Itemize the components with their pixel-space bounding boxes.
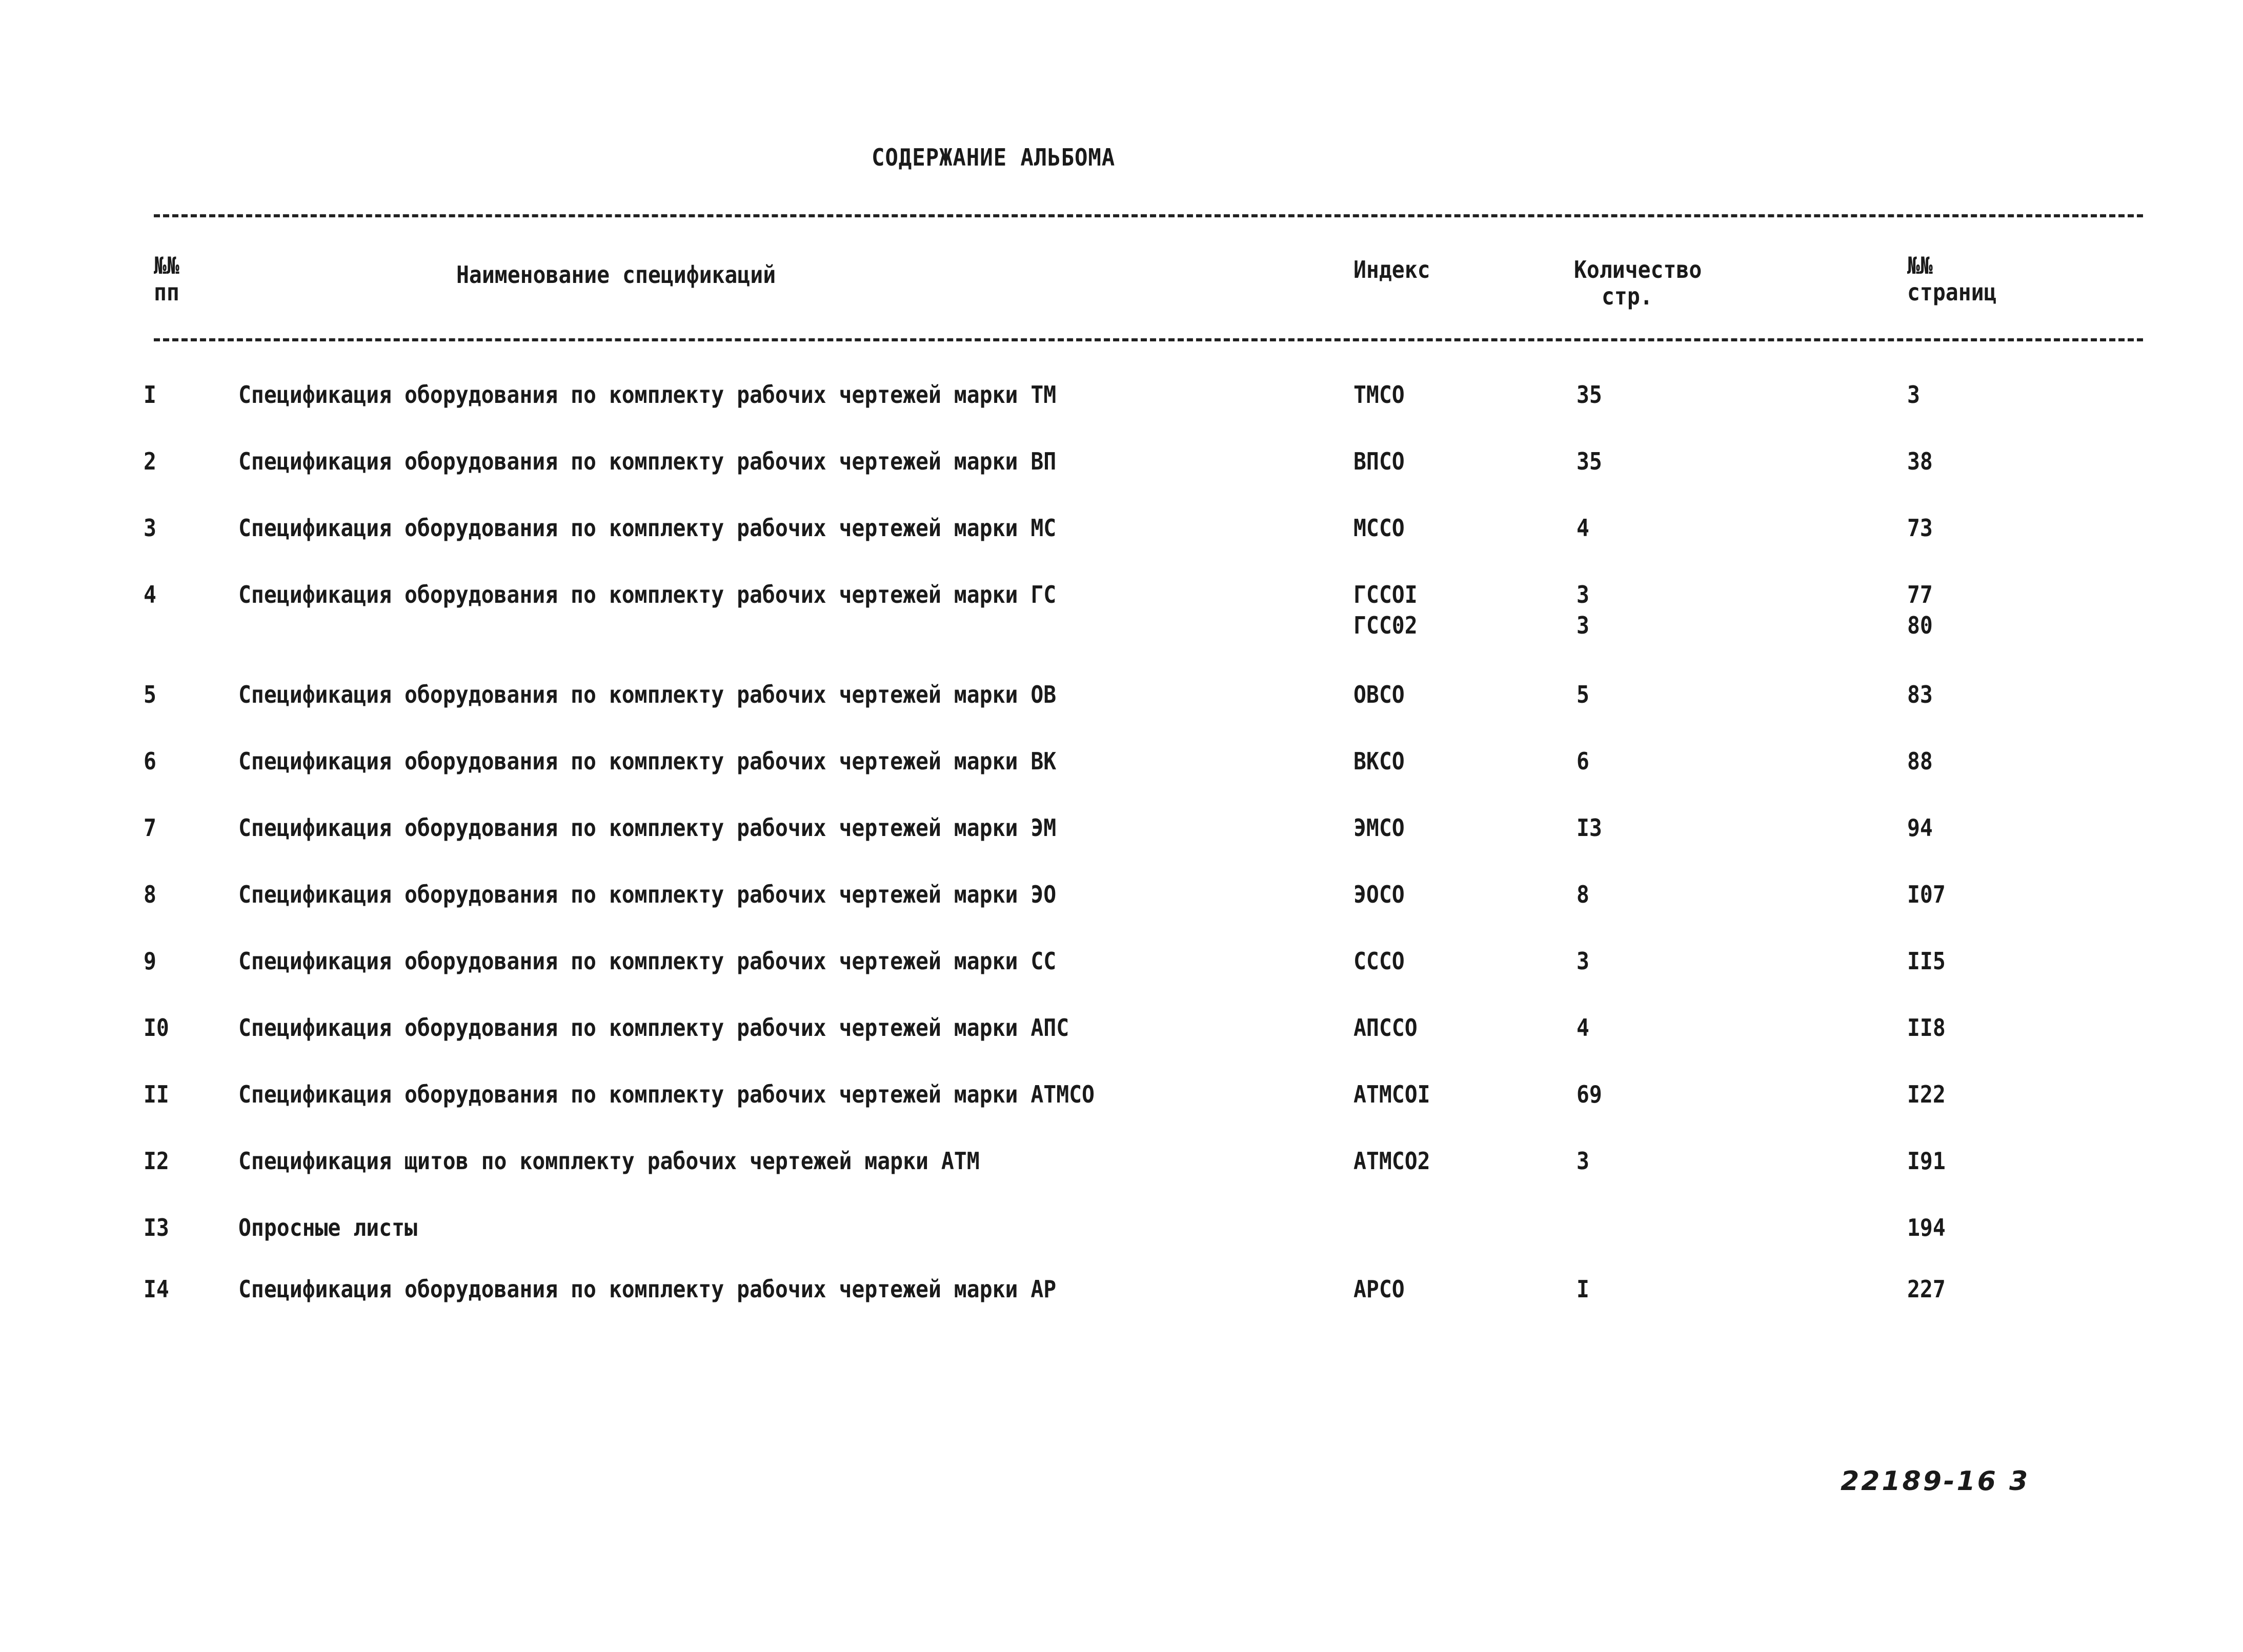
- row-index: [1353, 812, 1405, 843]
- row-index: [1353, 1012, 1418, 1043]
- row-page: [1907, 1012, 1946, 1043]
- row-name: Спецификация оборудования по комплекту рабочих чертежей марки МС: [238, 514, 1057, 542]
- row-name: Спецификация оборудования по комплекту рабочих чертежей марки ВК: [238, 747, 1057, 775]
- row-quantity: [1577, 1146, 1589, 1176]
- row-quantity: [1577, 879, 1589, 910]
- row-number: I2: [144, 1147, 169, 1175]
- row-number: 5: [144, 681, 156, 708]
- row-index-value: АПССО: [1353, 1014, 1418, 1042]
- header-pages-line1: №№: [1907, 252, 1933, 279]
- row-page-value: 77: [1907, 581, 1933, 608]
- row-quantity: [1577, 579, 1589, 641]
- document-code: 22189-16 3: [1841, 1466, 2030, 1497]
- row-name: Спецификация щитов по комплекту рабочих чертежей марки АТМ: [238, 1147, 980, 1175]
- row-number: 2: [144, 447, 156, 475]
- row-page: [1907, 879, 1946, 910]
- row-page-value: 227: [1907, 1275, 1946, 1303]
- table-row: [0, 1012, 2243, 1074]
- row-quantity-value: 3: [1577, 1147, 1589, 1175]
- row-quantity-value: 4: [1577, 514, 1589, 542]
- row-page-value: 3: [1907, 381, 1920, 409]
- row-index-value: АТМСО2: [1353, 1147, 1430, 1175]
- row-quantity: [1577, 1274, 1589, 1304]
- table-row: [0, 1079, 2243, 1140]
- row-number: II: [144, 1080, 169, 1108]
- header-pages: [1907, 252, 1996, 305]
- row-quantity: [1577, 1079, 1602, 1110]
- table-row: [0, 746, 2243, 807]
- row-number: 3: [144, 514, 156, 542]
- row-index-value: АТМСОI: [1353, 1080, 1430, 1108]
- row-quantity: [1577, 446, 1602, 477]
- row-page-value: 73: [1907, 514, 1933, 542]
- row-quantity-value: 5: [1577, 681, 1589, 708]
- row-page: [1907, 446, 1933, 477]
- row-index-value: ВКСО: [1353, 747, 1405, 775]
- row-page-value: 94: [1907, 814, 1933, 842]
- table-row: [0, 579, 2243, 641]
- row-quantity-value: 3: [1577, 947, 1589, 975]
- row-index-value: АРСО: [1353, 1275, 1405, 1303]
- row-name: Спецификация оборудования по комплекту рабочих чертежей марки ГС: [238, 581, 1057, 608]
- row-page: [1907, 1212, 1946, 1243]
- row-name: Спецификация оборудования по комплекту рабочих чертежей марки АР: [238, 1275, 1057, 1303]
- table-row: [0, 513, 2243, 574]
- header-top-rule: [154, 214, 2143, 217]
- table-row: [0, 379, 2243, 441]
- row-quantity-value: I3: [1577, 814, 1602, 842]
- row-index: [1353, 946, 1405, 976]
- row-page: [1907, 579, 1933, 641]
- table-row: [0, 879, 2243, 941]
- row-quantity-value: 35: [1577, 381, 1602, 409]
- row-page: [1907, 812, 1933, 843]
- row-quantity: [1577, 812, 1602, 843]
- row-quantity-value: 69: [1577, 1080, 1602, 1108]
- table-row: [0, 1212, 2243, 1274]
- row-name: Спецификация оборудования по комплекту рабочих чертежей марки ЭМ: [238, 814, 1057, 842]
- row-page-value: I91: [1907, 1147, 1946, 1175]
- row-page-value: I22: [1907, 1080, 1946, 1108]
- table-row: [0, 1146, 2243, 1207]
- row-quantity-value: 8: [1577, 881, 1589, 908]
- row-quantity-value: 4: [1577, 1014, 1589, 1042]
- row-page: [1907, 946, 1946, 976]
- header-pages-line2: страниц: [1907, 278, 1997, 306]
- row-page-value: 88: [1907, 747, 1933, 775]
- table-row: [0, 946, 2243, 1007]
- row-index: [1353, 513, 1405, 543]
- row-page-value: 38: [1907, 447, 1933, 475]
- row-index: [1353, 746, 1405, 777]
- row-name: Спецификация оборудования по комплекту рабочих чертежей марки ВП: [238, 447, 1057, 475]
- row-quantity-value: 6: [1577, 747, 1589, 775]
- row-quantity: [1577, 513, 1589, 543]
- row-index: [1353, 579, 1418, 641]
- row-index: [1353, 446, 1405, 477]
- row-index-value: СССО: [1353, 947, 1405, 975]
- row-index: [1353, 879, 1405, 910]
- row-number: I3: [144, 1214, 169, 1241]
- header-number: [154, 252, 179, 305]
- header-bottom-rule: [154, 338, 2143, 341]
- row-name: Спецификация оборудования по комплекту рабочих чертежей марки ОВ: [238, 681, 1057, 708]
- row-index: [1353, 1146, 1430, 1176]
- row-page: [1907, 1146, 1946, 1176]
- row-number: 6: [144, 747, 156, 775]
- row-name: Спецификация оборудования по комплекту рабочих чертежей марки СС: [238, 947, 1057, 975]
- row-page: [1907, 513, 1933, 543]
- row-number: I4: [144, 1275, 169, 1303]
- row-index-value: ЭОСО: [1353, 881, 1405, 908]
- table-row: [0, 812, 2243, 874]
- row-page: [1907, 746, 1933, 777]
- row-page: [1907, 679, 1933, 710]
- row-page-value: 80: [1907, 611, 1933, 639]
- row-quantity: [1577, 1012, 1589, 1043]
- row-page-value: II8: [1907, 1014, 1946, 1042]
- row-quantity: [1577, 946, 1589, 976]
- row-name: Спецификация оборудования по комплекту рабочих чертежей марки ТМ: [238, 381, 1057, 409]
- row-index: [1353, 379, 1405, 410]
- row-quantity: [1577, 379, 1602, 410]
- row-quantity-value: 3: [1577, 611, 1589, 639]
- header-quantity-line2: стр.: [1602, 282, 1653, 310]
- row-index-value: ГССОI: [1353, 581, 1418, 608]
- row-index: [1353, 1274, 1405, 1304]
- row-name: Спецификация оборудования по комплекту рабочих чертежей марки ЭО: [238, 881, 1057, 908]
- row-quantity: [1577, 746, 1589, 777]
- row-number: 4: [144, 581, 156, 608]
- row-index-value: ТМСО: [1353, 381, 1405, 409]
- row-index-value: ГСС02: [1353, 611, 1418, 639]
- row-quantity-value: 35: [1577, 447, 1602, 475]
- header-index: Индекс: [1353, 256, 1430, 283]
- row-number: 7: [144, 814, 156, 842]
- row-index-value: ЭМСО: [1353, 814, 1405, 842]
- row-page: [1907, 1079, 1946, 1110]
- document-title: СОДЕРЖАНИЕ АЛЬБОМА: [872, 144, 1116, 171]
- row-index-value: ОВСО: [1353, 681, 1405, 708]
- header-quantity-line1: Количество: [1574, 256, 1702, 283]
- header-number-line1: №№: [154, 252, 179, 279]
- table-row: [0, 1274, 2243, 1335]
- row-number: I: [144, 381, 156, 409]
- row-index: [1353, 679, 1405, 710]
- table-row: [0, 446, 2243, 507]
- header-quantity: [1574, 256, 1702, 310]
- row-index-value: ВПСО: [1353, 447, 1405, 475]
- header-name: Наименование спецификаций: [456, 261, 776, 289]
- row-quantity: [1577, 679, 1589, 710]
- row-page-value: II5: [1907, 947, 1946, 975]
- row-number: 9: [144, 947, 156, 975]
- row-page: [1907, 379, 1920, 410]
- row-index: [1353, 1079, 1430, 1110]
- row-index-value: МССО: [1353, 514, 1405, 542]
- row-name: Спецификация оборудования по комплекту рабочих чертежей марки АТМСО: [238, 1080, 1095, 1108]
- row-number: 8: [144, 881, 156, 908]
- row-name: Опросные листы: [238, 1214, 417, 1241]
- row-page-value: I07: [1907, 881, 1946, 908]
- row-page-value: 194: [1907, 1214, 1946, 1241]
- row-number: I0: [144, 1014, 169, 1042]
- row-quantity-value: I: [1577, 1275, 1589, 1303]
- header-number-line2: пп: [154, 278, 179, 306]
- row-quantity-value: 3: [1577, 581, 1589, 608]
- row-page-value: 83: [1907, 681, 1933, 708]
- table-row: [0, 679, 2243, 741]
- row-name: Спецификация оборудования по комплекту рабочих чертежей марки АПС: [238, 1014, 1069, 1042]
- row-page: [1907, 1274, 1946, 1304]
